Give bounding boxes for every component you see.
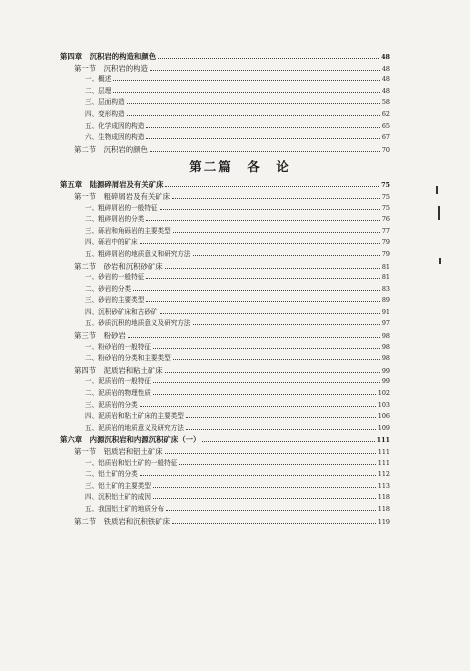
toc-section[interactable] — [0, 446, 470, 458]
page-number: 118 — [377, 493, 390, 502]
toc-item[interactable] — [0, 458, 470, 470]
dot-leader — [165, 452, 376, 454]
dot-leader — [153, 486, 376, 488]
dot-leader — [146, 137, 380, 139]
toc-item[interactable] — [0, 295, 470, 307]
dot-leader — [160, 208, 380, 210]
scan-mark — [436, 186, 438, 194]
entry-label: 五、粗碎屑岩的地质意义和研究方法 — [85, 249, 191, 258]
toc-item[interactable] — [0, 400, 470, 412]
dot-leader — [113, 79, 379, 81]
dot-leader — [186, 428, 376, 430]
dot-leader — [179, 463, 375, 465]
entry-label: 五、化学成因的构造 — [85, 121, 145, 130]
toc-section[interactable] — [0, 365, 470, 377]
toc-section[interactable] — [0, 63, 470, 75]
entry-label: 四、泥质岩和粘土矿床的主要类型 — [85, 412, 184, 421]
page-number: 119 — [377, 517, 390, 526]
entry-label: 二、砂岩的分类 — [85, 284, 132, 293]
dot-leader — [165, 267, 380, 269]
dot-leader — [146, 277, 380, 279]
page-number: 99 — [381, 377, 390, 386]
entry-label: 三、砂岩的主要类型 — [85, 296, 145, 305]
part-title: 第二篇 各 论 — [189, 159, 291, 175]
entry-label: 四、沉积砂矿床和古砂矿 — [85, 307, 158, 316]
page-number: 97 — [381, 319, 390, 328]
page-number: 118 — [377, 504, 390, 513]
toc-item[interactable] — [0, 342, 470, 354]
dot-leader — [140, 474, 376, 476]
toc-item[interactable] — [0, 284, 470, 296]
dot-leader — [172, 522, 376, 524]
page-number: 75 — [381, 192, 390, 201]
dot-leader — [153, 497, 376, 499]
dot-leader — [153, 381, 380, 383]
entry-label: 一、概述 — [85, 75, 112, 84]
toc-item[interactable] — [0, 74, 470, 86]
toc-item[interactable] — [0, 226, 470, 238]
toc-item[interactable] — [0, 109, 470, 121]
dot-leader — [173, 231, 380, 233]
dot-leader — [160, 312, 380, 314]
dot-leader — [193, 254, 380, 256]
page-number: 112 — [377, 470, 390, 479]
page-number: 81 — [381, 262, 390, 271]
entry-label: 三、层面构造 — [85, 98, 125, 107]
entry-label: 二、粗碎屑岩的分类 — [85, 215, 145, 224]
entry-label: 四、砾岩中的矿床 — [85, 238, 138, 247]
entry-label: 第三节 粉砂岩 — [74, 331, 126, 341]
page-number: 102 — [377, 389, 390, 398]
page-number: 111 — [377, 458, 390, 467]
toc-section[interactable] — [0, 330, 470, 342]
dot-leader — [166, 509, 376, 511]
scan-mark — [438, 206, 440, 220]
dot-leader — [158, 57, 379, 59]
page-number: 48 — [381, 64, 390, 73]
dot-leader — [113, 91, 379, 93]
entry-label: 四、变形构造 — [85, 109, 125, 118]
page-number: 70 — [381, 145, 390, 154]
page-number: 75 — [381, 181, 390, 190]
toc-item[interactable] — [0, 504, 470, 516]
toc-item[interactable] — [0, 411, 470, 423]
entry-label: 一、泥质岩的一般特征 — [85, 377, 151, 386]
toc-chapter-6[interactable] — [0, 434, 470, 446]
page-number: 89 — [381, 296, 390, 305]
page-number: 111 — [376, 436, 390, 445]
page-number: 98 — [381, 354, 390, 363]
entry-label: 一、粗碎屑岩的一般特征 — [85, 203, 158, 212]
dot-leader — [165, 185, 379, 187]
dot-leader — [150, 150, 380, 152]
page-number: 109 — [377, 423, 390, 432]
entry-label: 三、砾岩和角砾岩的主要类型 — [85, 226, 171, 235]
entry-label: 二、铝土矿的分类 — [85, 470, 138, 479]
dot-leader — [172, 197, 380, 199]
entry-label: 第二节 铁质岩和沉积铁矿床 — [74, 516, 171, 526]
entry-label: 五、砂质沉积的地质意义及研究方法 — [85, 319, 191, 328]
toc-item[interactable] — [0, 272, 470, 284]
toc-section[interactable] — [0, 516, 470, 528]
entry-label: 第六章 内源沉积岩和内源沉积矿床（一） — [60, 435, 201, 445]
page-number: 77 — [381, 226, 390, 235]
page-number: 79 — [381, 238, 390, 247]
dot-leader — [127, 114, 380, 116]
dot-leader — [140, 405, 376, 407]
toc-item[interactable] — [0, 376, 470, 388]
page-number: 48 — [381, 53, 390, 61]
dot-leader — [150, 69, 380, 71]
entry-label: 二、粉砂岩的分类和主要类型 — [85, 354, 171, 363]
entry-label: 第四章 沉积岩的构造和颜色 — [60, 52, 157, 61]
entry-label: 第一节 沉积岩的构造 — [74, 63, 148, 73]
dot-leader — [140, 242, 380, 244]
toc-item[interactable] — [0, 237, 470, 249]
entry-label: 第二节 砂岩和沉积砂矿床 — [74, 261, 163, 271]
page-number: 111 — [377, 448, 390, 456]
toc-item[interactable] — [0, 97, 470, 109]
toc-item[interactable] — [0, 203, 470, 215]
page-number: 58 — [381, 98, 390, 107]
toc-section[interactable] — [0, 261, 470, 273]
entry-label: 一、粉砂岩的一般特征 — [85, 342, 151, 351]
toc-section[interactable] — [0, 144, 470, 156]
dot-leader — [193, 323, 380, 325]
page-number: 83 — [381, 284, 390, 293]
entry-label: 第二节 沉积岩的颜色 — [74, 144, 148, 154]
toc-item[interactable] — [0, 423, 470, 435]
entry-label: 一、铝质岩和铝土矿的一般特征 — [85, 458, 178, 467]
toc-item[interactable] — [0, 132, 470, 144]
dot-leader — [133, 289, 380, 291]
toc-item[interactable] — [0, 481, 470, 493]
page-number: 79 — [381, 249, 390, 258]
entry-label: 第一节 铝质岩和铝土矿床 — [74, 447, 163, 456]
dot-leader — [202, 440, 374, 442]
toc-item[interactable] — [0, 307, 470, 319]
page-number: 103 — [377, 400, 390, 409]
page-number: 113 — [377, 481, 390, 490]
page-number: 65 — [381, 121, 390, 130]
page-number: 98 — [381, 342, 390, 351]
entry-label: 第五章 陆源碎屑岩及有关矿床 — [60, 180, 164, 190]
toc-chapter-5[interactable] — [0, 179, 470, 191]
entry-label: 第四节 泥质岩和粘土矿床 — [74, 365, 163, 375]
toc-chapter-4[interactable] — [0, 51, 470, 63]
page-number: 76 — [381, 215, 390, 224]
dot-leader — [146, 126, 380, 128]
dot-leader — [186, 416, 376, 418]
table-of-contents — [0, 51, 470, 527]
page-number: 91 — [381, 307, 390, 316]
toc-item[interactable] — [0, 492, 470, 504]
dot-leader — [153, 393, 376, 395]
dot-leader — [146, 219, 380, 221]
scan-mark — [439, 258, 441, 264]
dot-leader — [146, 300, 380, 302]
toc-item[interactable] — [0, 318, 470, 330]
dot-leader — [127, 102, 380, 104]
entry-label: 四、沉积铝土矿的成因 — [85, 493, 151, 502]
dot-leader — [153, 347, 380, 349]
page-number: 48 — [381, 86, 390, 95]
page-number: 67 — [381, 133, 390, 142]
dot-leader — [128, 336, 380, 338]
entry-label: 三、铝土矿的主要类型 — [85, 481, 151, 490]
toc-item[interactable] — [0, 469, 470, 481]
entry-label: 第一节 粗碎屑岩及有关矿床 — [74, 191, 171, 201]
entry-label: 五、我国铝土矿的地质分布 — [85, 504, 165, 513]
entry-label: 五、泥质岩的地质意义及研究方法 — [85, 423, 184, 432]
toc-item[interactable] — [0, 249, 470, 261]
toc-section[interactable] — [0, 191, 470, 203]
page-number: 99 — [381, 366, 390, 375]
toc-item[interactable] — [0, 388, 470, 400]
dot-leader — [165, 371, 380, 373]
page-number: 106 — [377, 412, 390, 421]
entry-label: 一、砂岩的一般特征 — [85, 273, 145, 282]
toc-item[interactable] — [0, 214, 470, 226]
page-number: 98 — [381, 332, 390, 341]
entry-label: 二、层理 — [85, 86, 112, 95]
toc-item[interactable] — [0, 353, 470, 365]
entry-label: 六、生物成因的构造 — [85, 133, 145, 142]
entry-label: 三、泥质岩的分类 — [85, 400, 138, 409]
page-number: 48 — [381, 75, 390, 84]
page-number: 62 — [381, 109, 390, 118]
dot-leader — [173, 358, 380, 360]
page-number: 81 — [381, 273, 390, 282]
toc-item[interactable] — [0, 86, 470, 98]
entry-label: 二、泥质岩的物理性质 — [85, 389, 151, 398]
page-number: 75 — [381, 203, 390, 212]
toc-item[interactable] — [0, 121, 470, 133]
